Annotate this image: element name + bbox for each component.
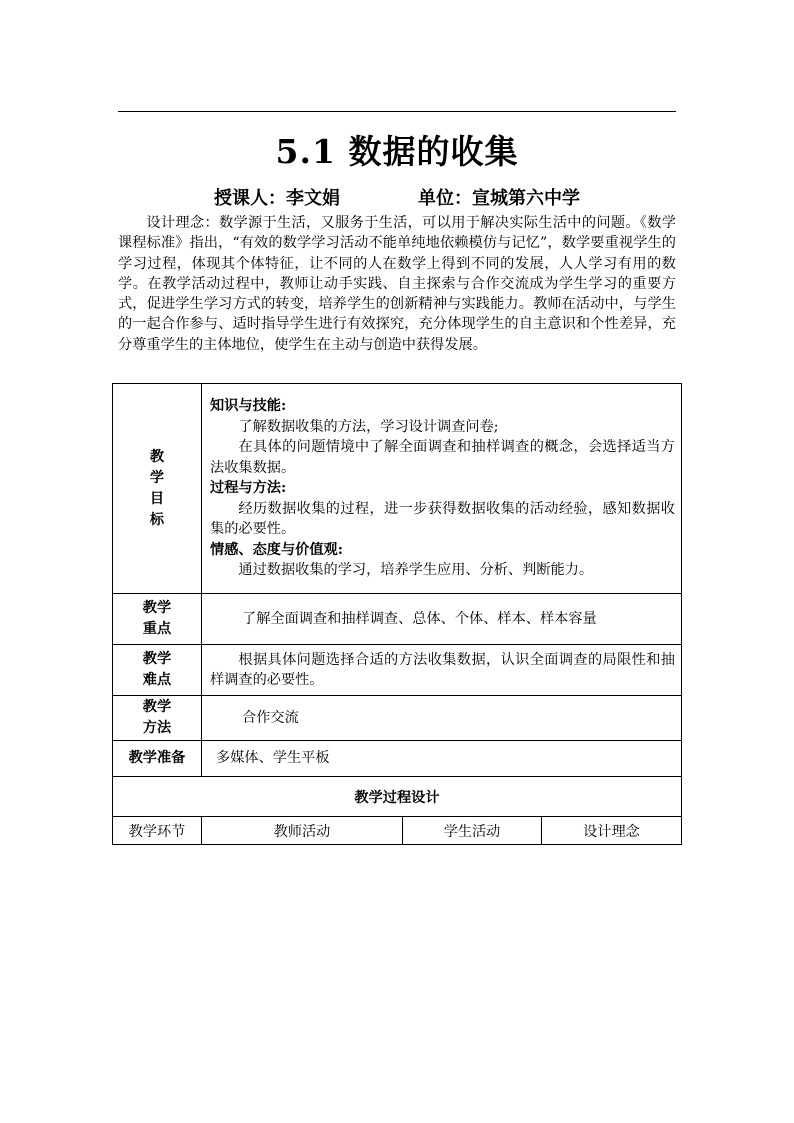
key-points-text: 了解全面调查和抽样调查、总体、个体、样本、样本容量	[202, 594, 682, 645]
process-design-title: 教学过程设计	[113, 777, 682, 817]
lesson-plan-table	[112, 383, 682, 845]
teacher-name: 授课人：李文娟	[214, 188, 340, 209]
goals-label: 教 学 目 标	[113, 384, 202, 594]
column-header: 设计理念	[542, 817, 682, 845]
process-columns-row	[113, 817, 682, 845]
knowledge-item: 在具体的问题情境中了解全面调查和抽样调查的概念，会选择适当方法收集数据。	[210, 439, 675, 476]
preparation-label: 教学准备	[113, 741, 202, 777]
goals-row	[113, 384, 682, 594]
top-rule	[118, 111, 676, 112]
emotion-item: 通过数据收集的学习，培养学生应用、分析、判断能力。	[238, 562, 594, 579]
method-row	[113, 696, 682, 741]
column-header: 教师活动	[202, 817, 403, 845]
difficulties-text: 根据具体问题选择合适的方法收集数据，认识全面调查的局限性和抽样调查的必要性。	[202, 645, 682, 696]
preparation-row	[113, 741, 682, 777]
process-heading: 过程与方法:	[210, 480, 287, 497]
column-header: 学生活动	[403, 817, 542, 845]
knowledge-heading: 知识与技能:	[210, 398, 287, 415]
byline	[0, 184, 794, 210]
column-header: 教学环节	[113, 817, 202, 845]
design-philosophy: 设计理念：数学源于生活，又服务于生活，可以用于解决实际生活中的问题。《数学课程标准》指出，“有效的数学学习活动不能单纯地依赖模仿与记忆”，数学要重视学生的学习过程，体现其个体特征，让不同的人在数学上得到不同的发展，人人学习有用的数学。在教学活动过程中，教师让动手实践、自主探索与合作交流成为学生学习的重要方式，促进学生学习方式的转变，培养学生的创新精神与实践能力。教师在活动中，与学生的一起合作参与、适时指导学生进行有效探究，充分体现学生的自主意识和个性差异，充分尊重学生的主体地位，使学生在主动与创造中获得发展。	[118, 215, 676, 353]
key-points-row	[113, 594, 682, 645]
method-label: 教学 方法	[113, 696, 202, 741]
emotion-heading: 情感、态度与价值观:	[210, 541, 343, 558]
preparation-text: 多媒体、学生平板	[202, 741, 682, 777]
process-design-row	[113, 777, 682, 817]
difficulties-row	[113, 645, 682, 696]
knowledge-item: 了解数据收集的方法，学习设计调查问卷;	[238, 418, 499, 435]
goals-content	[202, 384, 682, 594]
page-title: 5.1 数据的收集	[275, 132, 519, 171]
school-unit: 单位：宣城第六中学	[418, 188, 580, 209]
difficulties-label: 教学 难点	[113, 645, 202, 696]
process-item: 经历数据收集的过程，进一步获得数据收集的活动经验，感知数据收集的必要性。	[210, 500, 675, 538]
key-points-label: 教学 重点	[113, 594, 202, 645]
method-text: 合作交流	[202, 696, 682, 741]
